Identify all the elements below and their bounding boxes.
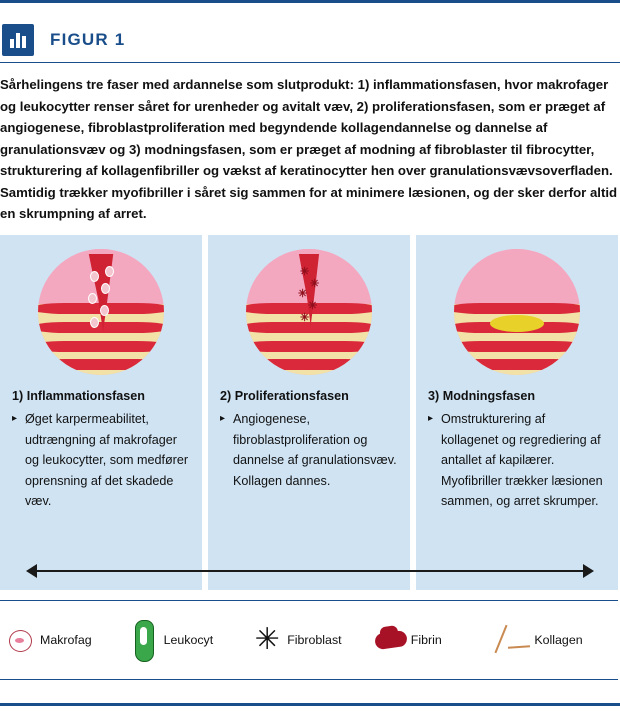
macrophage-cell [90,271,99,282]
arrow-head-right-icon [583,564,594,578]
bar-chart-icon [2,24,34,56]
figure-caption: Sårhelingens tre faser med ardannelse som slutprodukt: 1) inflammationsfasen, hvor makrofager og leukocytter renser såret for urenheder og avitalt væv, 2) proliferationsfasen, som er præget af angiogenese, fibroblastproliferation med begyndende kollagendannelse og dannelse af granulationsvæv og 3) modningsfasen, som er præget af modning af fibroblaster til fibrocytter, strukturering af kollagenfibriller og vækst af keratinocytter hen over granulationsvævsoverfladen. Samtidig trækker myofibriller i såret sig sammen for at minimere læsionen, og der sker derfor altid en skrumpning af arret. [0,77,618,221]
legend-item-leukocyt [124,614,248,666]
phase-bullet-2 [220,409,398,491]
legend [0,601,618,679]
arrow-line [34,570,584,572]
bullet-marker: ▸ [220,413,226,424]
bar-chart-bar-2 [16,33,20,48]
phase-bullet-1 [12,409,190,512]
bar-chart-bar-3 [22,36,26,48]
phase-illustration-2 [246,249,372,375]
header-divider [0,62,620,63]
phase-illustration-3-wrap [428,249,606,375]
fibroblast-cell: ✳ [298,288,308,300]
scar-shape [490,315,544,332]
phase-illustration-3 [454,249,580,375]
fibroblast-cell: ✳ [310,278,320,290]
legend-item-kollagen [494,614,618,666]
macrophage-cell [101,283,110,294]
macrophage-cell [105,266,114,277]
vessel-wave-3 [246,341,372,352]
vessel-wave-4 [454,359,580,370]
top-divider [0,0,620,3]
legend-label: Fibroblast [287,633,342,647]
phase-title-2: 2) Proliferationsfasen [220,389,349,403]
macrophage-cell [90,317,99,328]
fibroblast-cell: ✳ [308,300,318,312]
figure-header [0,20,620,60]
legend-label: Kollagen [534,633,583,647]
phase-text-2: Angiogenese, fibroblastproliferation og dannelse af granulationsvæv. Kollagen dannes. [233,412,397,488]
vessel-wave-3 [38,341,164,352]
bar-chart-bar-1 [10,39,14,48]
bullet-marker: ▸ [12,413,18,424]
fibroblast-cell: ✳ [300,312,310,324]
vessel-wave-3 [454,341,580,352]
fibroblast-cell: ✳ [300,266,310,278]
phase-panel-2 [208,235,410,590]
macrophage-cell [88,293,97,304]
phase-bullet-3 [428,409,606,512]
skin-layer [454,249,580,308]
legend-label: Fibrin [410,633,442,647]
figure-title: FIGUR 1 [50,30,126,49]
leukocyte-icon [124,614,164,666]
phase-illustration-1-wrap [12,249,190,375]
vessel-wave-2 [38,322,164,333]
timeline-arrow [0,552,618,590]
phase-title-1: 1) Inflammationsfasen [12,389,145,403]
legend-bottom-divider [0,679,618,680]
phase-panels [0,235,618,590]
bullet-marker: ▸ [428,413,434,424]
fibrin-icon [371,614,411,666]
phase-text-1: Øget karpermeabilitet, udtrængning af makrofager og leukocytter, som medfører oprensning af det skadede væv. [25,412,189,508]
collagen-icon [494,614,534,666]
vessel-wave-4 [38,359,164,370]
phase-illustration-2-wrap [220,249,398,375]
macrophage-icon [0,614,40,666]
vessel-wave-1 [454,303,580,314]
fibroblast-icon [247,614,287,666]
legend-item-fibroblast [247,614,371,666]
phase-title-3: 3) Modningsfasen [428,389,536,403]
phase-text-3: Omstrukturering af kollagenet og regrediering af antallet af kapilærer. Myofibriller trækker læsionen sammen, og arret skrumper. [441,412,603,508]
phase-panel-1 [0,235,202,590]
vessel-wave-4 [246,359,372,370]
legend-label: Makrofag [40,633,92,647]
macrophage-cell [100,305,109,316]
legend-item-fibrin [371,614,495,666]
phase-illustration-1 [38,249,164,375]
fibroblast-symbol: ✳ [254,623,280,656]
bottom-divider [0,703,620,706]
legend-label: Leukocyt [163,633,214,647]
phase-panel-3 [416,235,618,590]
legend-item-makrofag [0,614,124,666]
